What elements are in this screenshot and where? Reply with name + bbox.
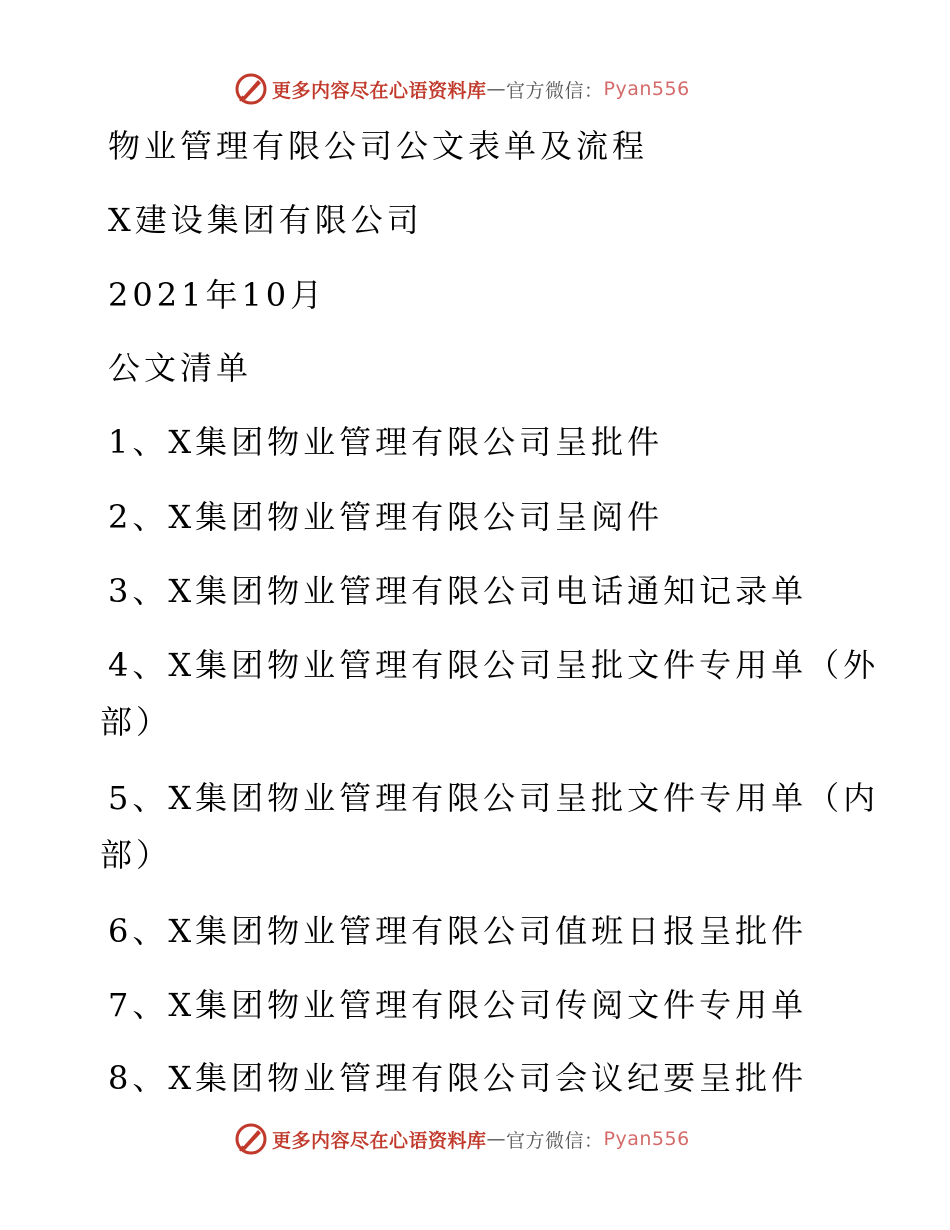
watermark-brand: 更多内容尽在心语资料库: [272, 79, 487, 102]
list-item: 2、X集团物业管理有限公司呈阅件: [108, 498, 664, 536]
list-item: 1、X集团物业管理有限公司呈批件: [108, 423, 664, 461]
quill-seal-icon: [234, 72, 268, 106]
watermark-dash: —: [486, 78, 507, 100]
footer-watermark: [234, 1122, 690, 1156]
header-watermark: [234, 72, 690, 106]
watermark-account: Pyan556: [603, 78, 690, 100]
list-item-continuation: 部）: [100, 836, 173, 874]
watermark-official: 官方微信：: [506, 1129, 604, 1152]
company-name: X建设集团有限公司: [108, 201, 423, 239]
quill-seal-icon: [234, 1122, 268, 1156]
list-heading: 公文清单: [108, 349, 253, 387]
list-item: 5、X集团物业管理有限公司呈批文件专用单（内: [108, 779, 880, 817]
list-item: 7、X集团物业管理有限公司传阅文件专用单: [108, 986, 808, 1024]
list-item: 6、X集团物业管理有限公司值班日报呈批件: [108, 912, 808, 950]
watermark-official: 官方微信：: [506, 79, 604, 102]
watermark-account: Pyan556: [603, 1128, 690, 1150]
list-item-continuation: 部）: [100, 703, 173, 741]
list-item: 8、X集团物业管理有限公司会议纪要呈批件: [108, 1059, 808, 1097]
watermark-dash: —: [486, 1128, 507, 1150]
document-title: 物业管理有限公司公文表单及流程: [108, 127, 649, 165]
list-item: 3、X集团物业管理有限公司电话通知记录单: [108, 572, 808, 610]
list-item: 4、X集团物业管理有限公司呈批文件专用单（外: [108, 646, 880, 684]
watermark-brand: 更多内容尽在心语资料库: [272, 1129, 487, 1152]
document-date: 2021年10月: [108, 276, 327, 314]
